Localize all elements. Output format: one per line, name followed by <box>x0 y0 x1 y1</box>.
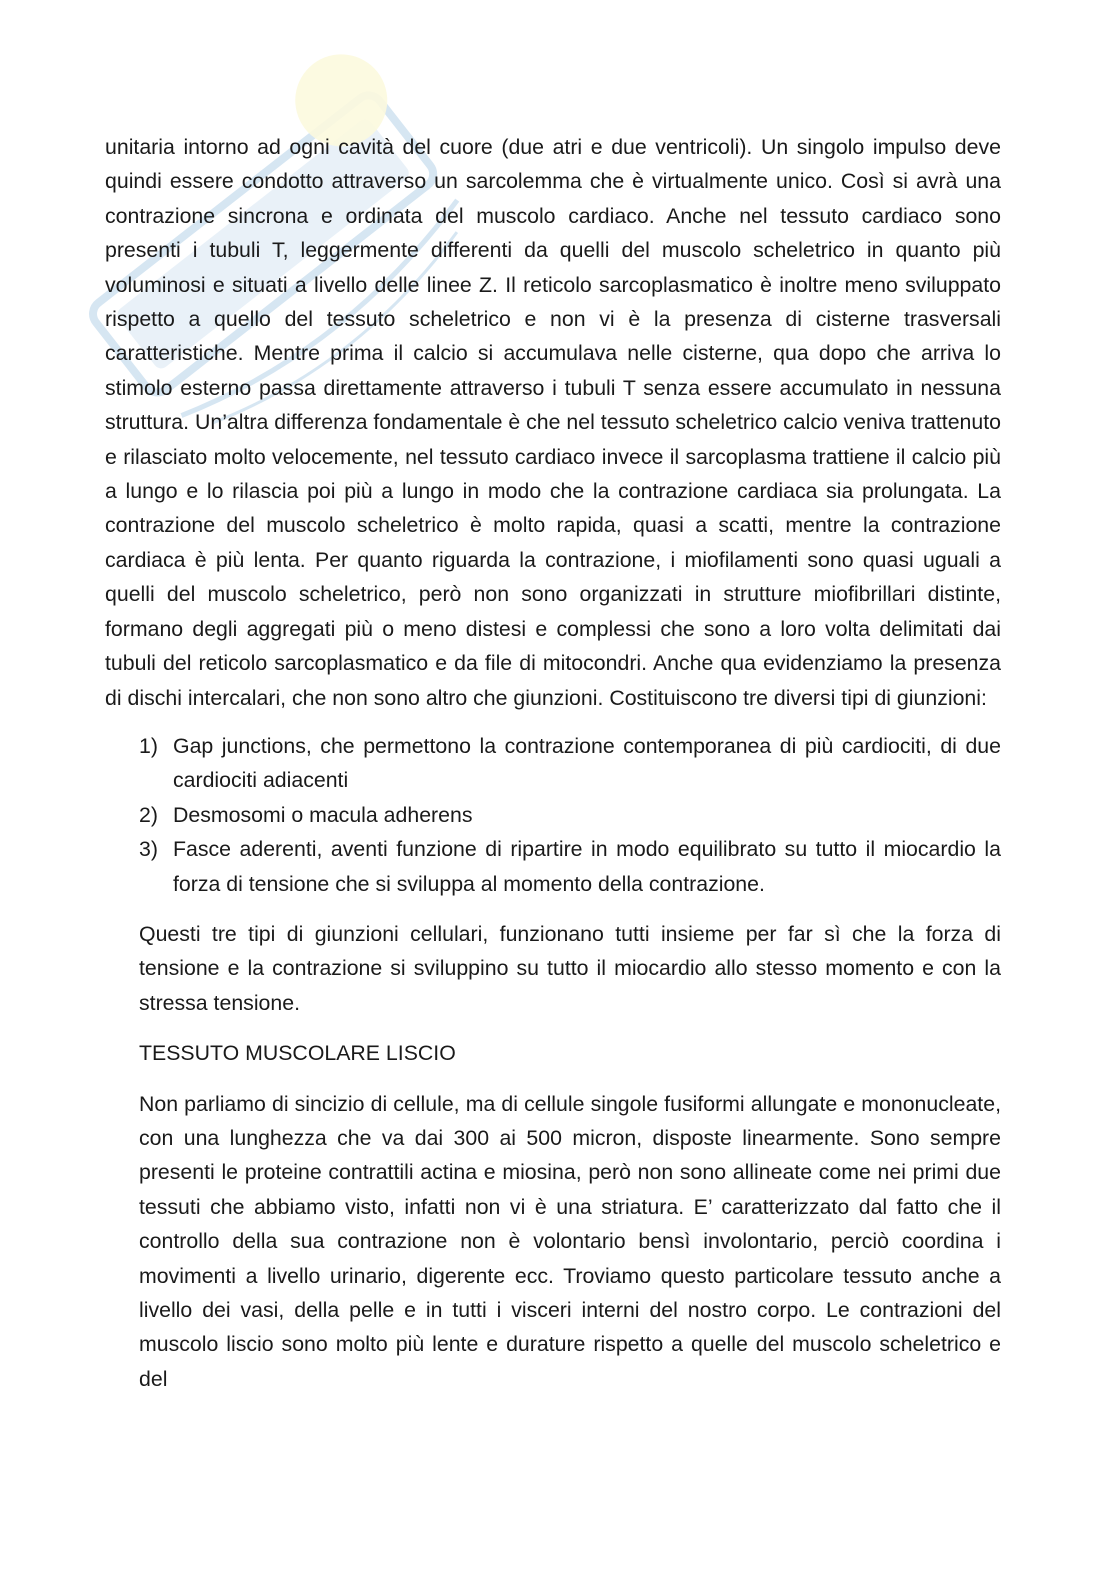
list-item <box>139 729 1001 798</box>
section-heading: TESSUTO MUSCOLARE LISCIO <box>139 1041 456 1066</box>
paragraph-smooth-muscle: Non parliamo di sincizio di cellule, ma di cellule singole fusiformi allungate e mononucleate, con una lunghezza che va dai 300 ai 500 micron, disposte linearmente. Sono sempre presenti le proteine contrattili actina e miosina, però non sono allineate come nei primi due tessuti che abbiamo visto, infatti non vi è una striatura. E’ caratterizzato dal fatto che il controllo della sua contrazione non è volontario bensì involontario, perciò coordina i movimenti a livello urinario, digerente ecc. Troviamo questo particolare tessuto anche a livello dei vasi, della pelle e in tutti i visceri interni del nostro corpo. Le contrazioni del muscolo liscio sono molto più lente e durature rispetto a quelle del muscolo scheletrico e del <box>139 1091 1001 1391</box>
list-item-number: 3) <box>139 837 158 862</box>
junctions-list <box>139 729 1001 901</box>
list-item-text: Desmosomi o macula adherens <box>173 802 473 827</box>
list-item <box>139 832 1001 901</box>
document-page <box>105 130 1001 1396</box>
list-item-text: Gap junctions, che permettono la contrazione contemporanea di più cardiociti, di due cardiociti adiacenti <box>173 733 1001 793</box>
list-item-number: 1) <box>139 733 158 758</box>
list-item-number: 2) <box>139 802 158 827</box>
paragraph-junctions-summary: Questi tre tipi di giunzioni cellulari, funzionano tutti insieme per far sì che la forza di tensione e la contrazione si sviluppino su tutto il miocardio allo stesso momento e con la stressa tensione. <box>139 921 1001 1015</box>
paragraph-cardiac-tissue: unitaria intorno ad ogni cavità del cuore (due atri e due ventricoli). Un singolo impulso deve quindi essere condotto attraverso un sarcolemma che è virtualmente unico. Così si avrà una contrazione sincrona e ordinata del muscolo cardiaco. Anche nel tessuto cardiaco sono presenti i tubuli T, leggermente differenti da quelli del muscolo scheletrico in quanto più voluminosi e situati a livello delle linee Z. Il reticolo sarcoplasmatico è inoltre meno sviluppato rispetto a quello del tessuto scheletrico e non vi è la presenza di cisterne trasversali caratteristiche. Mentre prima il calcio si accumulava nelle cisterne, qua dopo che arriva lo stimolo esterno passa direttamente attraverso i tubuli T senza essere accumulato in nessuna struttura. Un’altra differenza fondamentale è che nel tessuto scheletrico calcio veniva trattenuto e rilasciato molto velocemente, nel tessuto cardiaco invece il sarcoplasma trattiene il calcio più a lungo e lo rilascia poi più a lungo in modo che la contrazione cardiaca sia prolungata. La contrazione del muscolo scheletrico è molto rapida, quasi a scatti, mentre la contrazione cardiaca è più lenta. Per quanto riguarda la contrazione, i miofilamenti sono quasi uguali a quelli del muscolo scheletrico, però non sono organizzati in strutture miofibrillari distinte, formano degli aggregati più o meno distesi e complessi che sono a loro volta delimitati dai tubuli del reticolo sarcoplasmatico e da file di mitocondri. Anche qua evidenziamo la presenza di dischi intercalari, che non sono altro che giunzioni. Costituiscono tre diversi tipi di giunzioni: <box>105 135 1001 710</box>
list-item <box>139 798 1001 832</box>
list-item-text: Fasce aderenti, aventi funzione di ripartire in modo equilibrato su tutto il miocardio la forza di tensione che si sviluppa al momento della contrazione. <box>173 837 1001 896</box>
